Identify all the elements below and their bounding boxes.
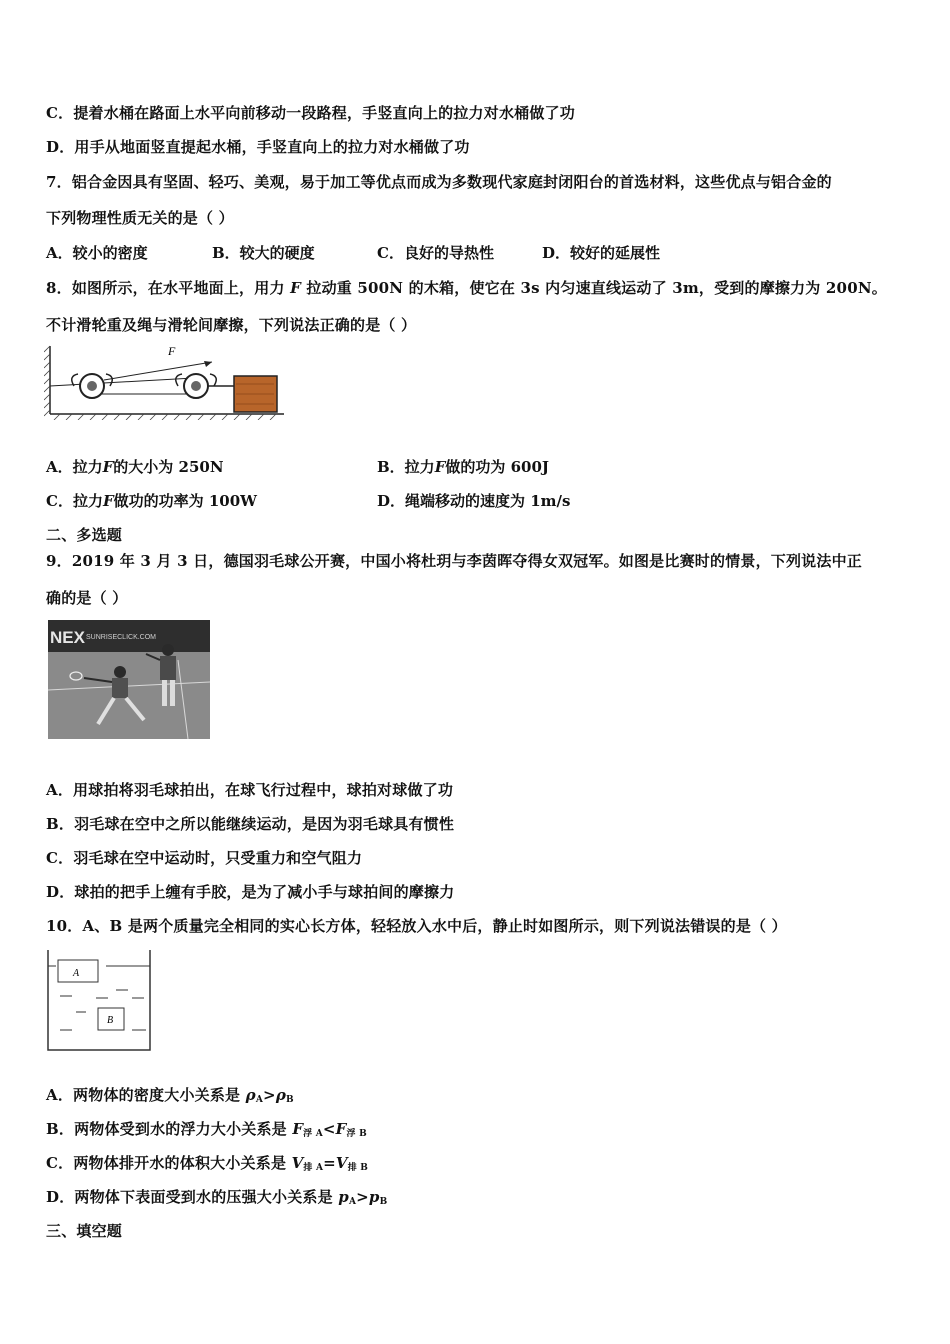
q10-option-d-text: D．两物体下表面受到水的压强大小关系是: [46, 1188, 339, 1206]
relation-gt: >: [263, 1086, 276, 1104]
q8-option-c-var: F: [102, 492, 114, 510]
q9-option-a: A．用球拍将羽毛球拍出，在球飞行过程中，球拍对球做了功: [46, 781, 454, 799]
q8-option-c-post: 做功的功率为 100W: [113, 492, 257, 510]
block-b-label: B: [107, 1015, 114, 1026]
q8-option-a-post: 的大小为 250N: [113, 458, 224, 476]
badminton-photo: [48, 620, 210, 739]
q8-option-a: [46, 456, 224, 477]
q10-option-c-text: C．两物体排开水的体积大小关系是: [46, 1154, 292, 1172]
q10-option-a-text: A．两物体的密度大小关系是: [46, 1086, 246, 1104]
q7-stem-line1: 7．铝合金因具有坚固、轻巧、美观，易于加工等优点而成为多数现代家庭封闭阳台的首选材料，这些优点与铝合金的: [46, 173, 832, 191]
q10-option-b-text: B．两物体受到水的浮力大小关系是: [46, 1120, 293, 1138]
q10-stem: 10．A、B 是两个质量完全相同的实心长方体，轻轻放入水中后，静止时如图所示，则下列说法错误的是（ ）: [46, 917, 787, 935]
v-b-sub: 排 B: [347, 1163, 369, 1173]
section-heading-multiple-choice: 二、多选题: [46, 526, 123, 544]
section-heading-fill-in: 三、填空题: [46, 1222, 123, 1240]
pulley-diagram: [44, 342, 284, 420]
q9-option-b: B．羽毛球在空中之所以能继续运动，是因为羽毛球具有惯性: [46, 815, 455, 833]
relation-eq: =: [323, 1154, 336, 1172]
q8-option-c: [46, 490, 257, 511]
q8-stem-line1: [46, 277, 887, 298]
q8-stem-text-b: 拉动重 500N 的木箱，使它在 3s 内匀速直线运动了 3m，受到的摩擦力为 200N。: [306, 279, 887, 297]
f-b: F: [335, 1120, 347, 1138]
q9-stem-line2: 确的是（ ）: [46, 589, 128, 607]
q8-option-b-var: F: [434, 458, 446, 476]
f-a-sub: 浮 A: [303, 1129, 323, 1139]
v-b: V: [335, 1154, 348, 1172]
p-b-sub: B: [379, 1197, 388, 1207]
q8-option-a-pre: A．拉力: [46, 458, 103, 476]
q10-option-c: [46, 1152, 368, 1173]
water-container-diagram: [46, 950, 152, 1052]
q7-option-d: D．较好的延展性: [542, 244, 661, 262]
q8-stem-text-a: 8．如图所示，在水平地面上，用力: [46, 279, 285, 297]
q7-option-b: B．较大的硬度: [212, 244, 315, 262]
q7-option-a: A．较小的密度: [46, 244, 148, 262]
v-a-sub: 排 A: [303, 1163, 324, 1173]
q8-stem-var-f: F: [290, 279, 301, 297]
q6-option-d: D．用手从地面竖直提起水桶，手竖直向上的拉力对水桶做了功: [46, 138, 470, 156]
q8-option-b-pre: B．拉力: [377, 458, 435, 476]
q10-option-d: [46, 1186, 387, 1207]
q8-option-c-pre: C．拉力: [46, 492, 103, 510]
v-a: V: [291, 1154, 304, 1172]
block-a-label: A: [73, 968, 80, 979]
q8-option-b-post: 做的功为 600J: [445, 458, 549, 476]
q10-option-b: [46, 1118, 367, 1139]
q8-option-b: [377, 456, 549, 477]
photo-banner-text: NEX: [50, 628, 85, 647]
q7-stem-line2: 下列物理性质无关的是（ ）: [46, 209, 234, 227]
rho-b: ρ: [275, 1086, 287, 1104]
f-b-sub: 浮 B: [346, 1129, 367, 1139]
q8-stem-line2: 不计滑轮重及绳与滑轮间摩擦，下列说法正确的是（ ）: [46, 316, 417, 334]
q9-stem-line1: 9．2019 年 3 月 3 日，德国羽毛球公开赛，中国小将杜玥与李茵晖夺得女双冠军。如图是比赛时的情景，下列说法中正: [46, 552, 862, 570]
rho-b-sub: B: [286, 1095, 294, 1105]
q9-option-c: C．羽毛球在空中运动时，只受重力和空气阻力: [46, 849, 363, 867]
p-a-sub: A: [348, 1197, 357, 1207]
rho-a: ρ: [245, 1086, 256, 1104]
relation-gt-2: >: [356, 1188, 369, 1206]
rho-a-sub: A: [255, 1095, 264, 1105]
q8-option-d: D．绳端移动的速度为 1m/s: [377, 492, 571, 510]
p-a: p: [338, 1188, 349, 1206]
p-b: p: [368, 1188, 380, 1206]
photo-sponsor-text: SUNRISECLICK.COM: [86, 634, 157, 641]
q10-option-a: [46, 1084, 294, 1105]
relation-lt: <: [322, 1120, 336, 1138]
q8-option-a-var: F: [102, 458, 114, 476]
q9-option-d: D．球拍的把手上缠有手胶，是为了减小手与球拍间的摩擦力: [46, 883, 455, 901]
f-a: F: [292, 1120, 304, 1138]
q6-option-c: C．提着水桶在路面上水平向前移动一段路程，手竖直向上的拉力对水桶做了功: [46, 104, 575, 122]
q7-option-c: C．良好的导热性: [377, 244, 494, 262]
force-label: F: [168, 344, 176, 358]
